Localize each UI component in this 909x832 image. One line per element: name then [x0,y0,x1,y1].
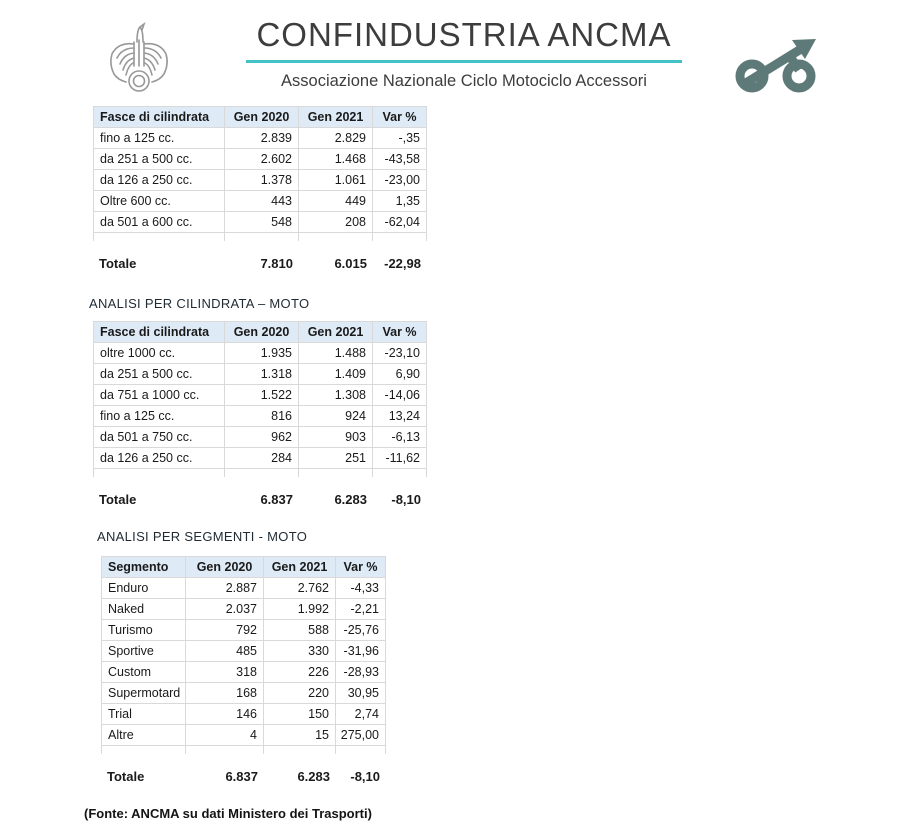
col-header-gen2020: Gen 2020 [186,556,264,578]
table-analisi-cilindrata-moto [93,321,427,509]
table-row [101,620,386,641]
col-header-gen2021: Gen 2021 [264,556,336,578]
row-value: 2,74 [336,704,386,725]
total-value: 7.810 [260,255,293,271]
row-value: 1.378 [225,170,299,191]
row-label: Custom [101,662,186,683]
row-value: 924 [299,406,373,427]
row-value: 548 [225,212,299,233]
section-title-analisi-cilindrata: ANALISI PER CILINDRATA – MOTO [89,296,310,311]
col-header-segmento: Segmento [101,556,186,578]
ancma-motorcycle-logo [733,36,821,94]
row-value: -28,93 [336,662,386,683]
col-header-fasce: Fasce di cilindrata [93,106,225,128]
row-label: da 751 a 1000 cc. [93,385,225,406]
table-row [93,343,427,364]
table-row [93,212,427,233]
row-value: 318 [186,662,264,683]
motorcycle-arrow-icon [733,36,821,94]
row-value: -,35 [373,128,427,149]
row-label: Oltre 600 cc. [93,191,225,212]
row-value: -31,96 [336,641,386,662]
table-row [93,128,427,149]
row-label: fino a 125 cc. [93,128,225,149]
row-value: 485 [186,641,264,662]
table-analisi-segmenti-moto [101,556,386,786]
table-total-row [101,754,386,786]
row-value: 15 [264,725,336,746]
row-value: 1.061 [299,170,373,191]
row-value: 251 [299,448,373,469]
row-label: Altre [101,725,186,746]
row-value: 4 [186,725,264,746]
row-value: 1.468 [299,149,373,170]
masthead-subtitle: Associazione Nazionale Ciclo Motociclo Accessori [281,72,647,90]
col-header-gen2020: Gen 2020 [225,321,299,343]
total-value: 6.837 [260,491,293,507]
row-label: oltre 1000 cc. [93,343,225,364]
table-row [101,578,386,599]
row-value: -14,06 [373,385,427,406]
total-value: -22,98 [384,255,421,271]
row-value: 443 [225,191,299,212]
row-value: 588 [264,620,336,641]
table-row [93,406,427,427]
col-header-gen2020: Gen 2020 [225,106,299,128]
row-value: 1.318 [225,364,299,385]
row-value: 220 [264,683,336,704]
row-value: 168 [186,683,264,704]
table-spacer-row [93,469,427,477]
row-label: Turismo [101,620,186,641]
total-label: Totale [99,255,137,271]
total-label: Totale [99,491,137,507]
row-value: 146 [186,704,264,725]
row-value: -2,21 [336,599,386,620]
masthead [246,16,682,91]
row-label: fino a 125 cc. [93,406,225,427]
table-row [93,427,427,448]
row-value: -11,62 [373,448,427,469]
row-label: Enduro [101,578,186,599]
table-row [93,149,427,170]
row-value: -4,33 [336,578,386,599]
table-row [101,683,386,704]
table-row [101,704,386,725]
table-header-row [93,106,427,128]
row-label: da 126 a 250 cc. [93,448,225,469]
row-value: 2.037 [186,599,264,620]
row-value: 1.409 [299,364,373,385]
row-value: 1.308 [299,385,373,406]
row-value: -25,76 [336,620,386,641]
row-value: 2.839 [225,128,299,149]
row-label: da 501 a 600 cc. [93,212,225,233]
table-total-row [93,241,427,273]
table-row [101,725,386,746]
row-value: 150 [264,704,336,725]
row-label: Naked [101,599,186,620]
row-label: Sportive [101,641,186,662]
row-value: -6,13 [373,427,427,448]
table-row [101,641,386,662]
col-header-var: Var % [373,321,427,343]
row-label: da 251 a 500 cc. [93,364,225,385]
total-value: -8,10 [350,768,380,784]
row-value: 208 [299,212,373,233]
col-header-gen2021: Gen 2021 [299,321,373,343]
row-value: 226 [264,662,336,683]
total-value: 6.837 [225,768,258,784]
table-vendite-cilindrata-overview [93,106,427,273]
table-spacer-row [93,233,427,241]
table-header-row [101,556,386,578]
row-label: Trial [101,704,186,725]
row-label: Supermotard [101,683,186,704]
total-value: -8,10 [391,491,421,507]
total-label: Totale [107,768,145,784]
row-value: 816 [225,406,299,427]
table-row [93,170,427,191]
row-value: 2.829 [299,128,373,149]
row-value: 2.602 [225,149,299,170]
row-label: da 501 a 750 cc. [93,427,225,448]
masthead-accent-rule [246,60,682,63]
row-value: 1.488 [299,343,373,364]
row-value: 1.992 [264,599,336,620]
table-total-row [93,477,427,509]
row-value: 1.522 [225,385,299,406]
table-row [93,385,427,406]
table-row [93,364,427,385]
row-value: -43,58 [373,149,427,170]
row-value: -23,00 [373,170,427,191]
col-header-var: Var % [336,556,386,578]
row-value: 1.935 [225,343,299,364]
row-value: -23,10 [373,343,427,364]
col-header-var: Var % [373,106,427,128]
total-value: 6.283 [297,768,330,784]
table-row [93,448,427,469]
row-label: da 251 a 500 cc. [93,149,225,170]
table-row [101,599,386,620]
col-header-fasce: Fasce di cilindrata [93,321,225,343]
section-title-analisi-segmenti: ANALISI PER SEGMENTI - MOTO [97,529,308,544]
row-value: 6,90 [373,364,427,385]
masthead-title: CONFINDUSTRIA ANCMA [256,16,672,53]
row-value: 2.887 [186,578,264,599]
source-note: (Fonte: ANCMA su dati Ministero dei Trasporti) [84,806,372,821]
row-value: 449 [299,191,373,212]
row-value: 903 [299,427,373,448]
row-value: -62,04 [373,212,427,233]
row-value: 275,00 [336,725,386,746]
table-row [101,662,386,683]
row-value: 13,24 [373,406,427,427]
row-value: 284 [225,448,299,469]
table-header-row [93,321,427,343]
row-value: 792 [186,620,264,641]
row-label: da 126 a 250 cc. [93,170,225,191]
eagle-icon [104,20,174,96]
col-header-gen2021: Gen 2021 [299,106,373,128]
table-spacer-row [101,746,386,754]
row-value: 2.762 [264,578,336,599]
confindustria-eagle-logo [104,20,174,96]
table-row [93,191,427,212]
row-value: 30,95 [336,683,386,704]
row-value: 330 [264,641,336,662]
row-value: 1,35 [373,191,427,212]
row-value: 962 [225,427,299,448]
total-value: 6.015 [334,255,367,271]
total-value: 6.283 [334,491,367,507]
